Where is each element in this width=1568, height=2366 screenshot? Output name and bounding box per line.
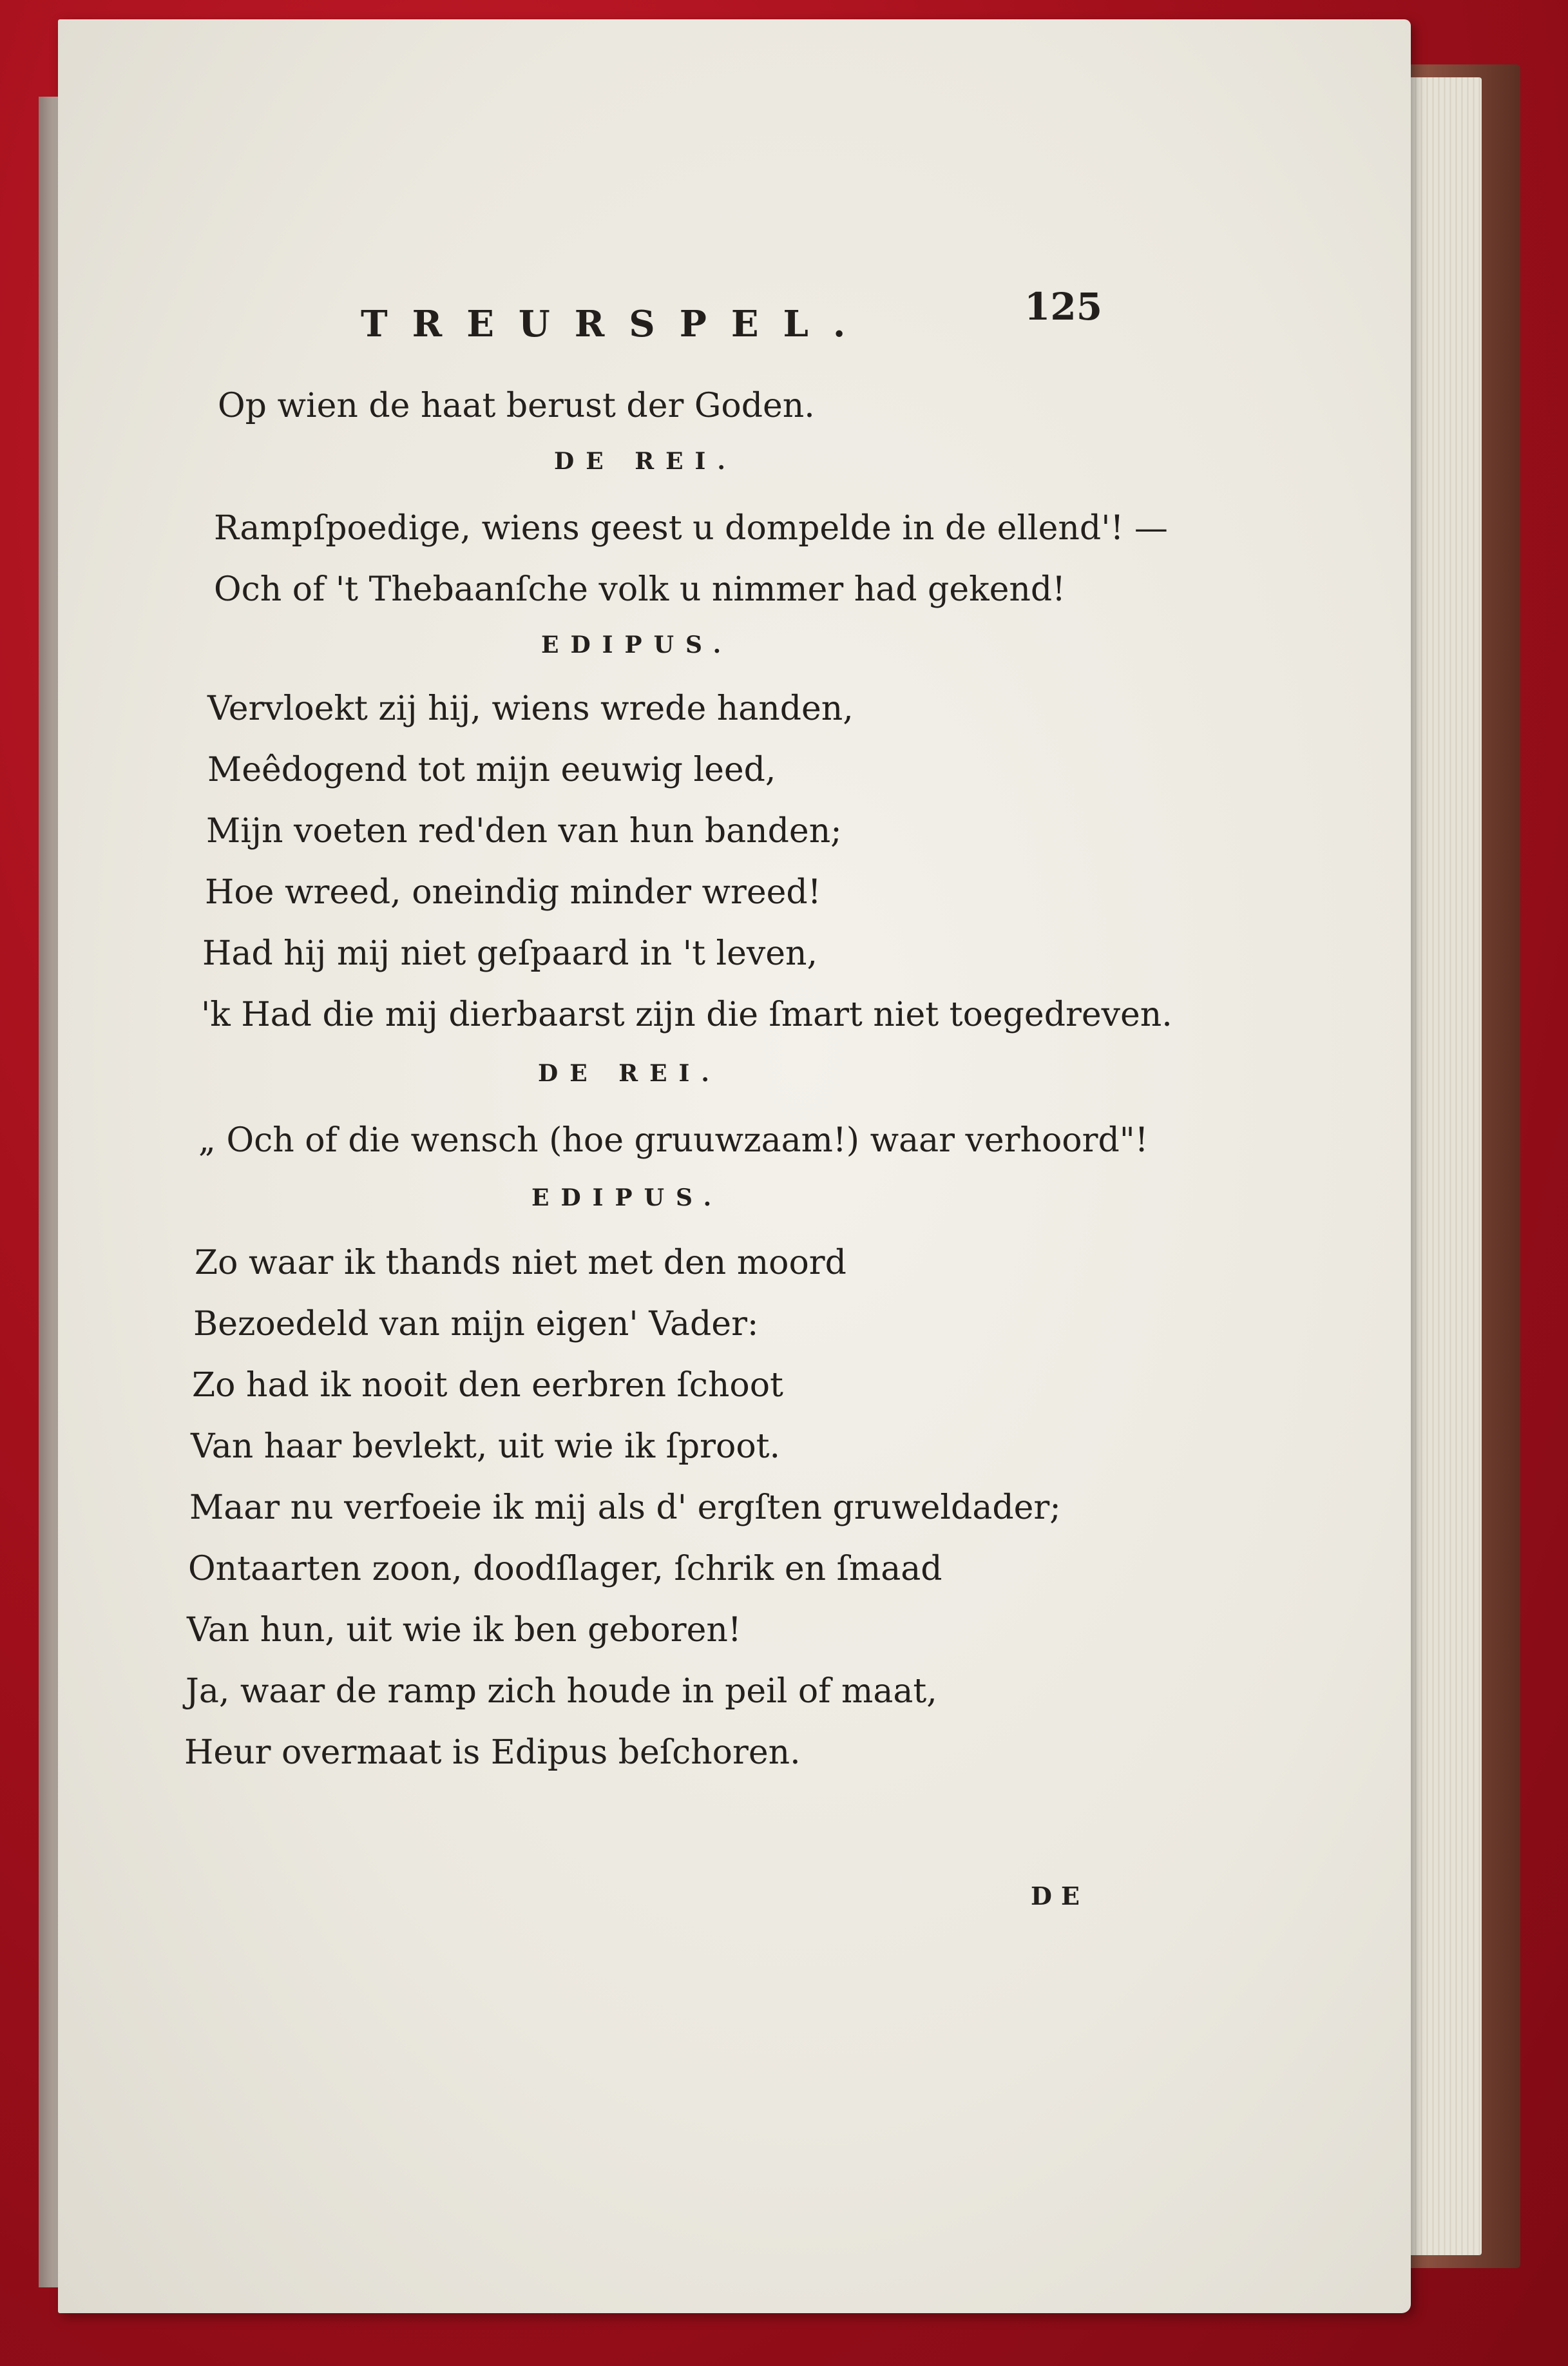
verse-line: Rampſpoedige, wiens geest u dompelde in de ellend'! — <box>214 509 1168 548</box>
verse-line: Vervloekt zij hij, wiens wrede handen, <box>207 689 854 728</box>
speaker-label: DE REI. <box>554 448 737 475</box>
speaker-label: DE REI. <box>538 1060 721 1087</box>
book-page <box>58 19 1411 2313</box>
verse-line: 'k Had die mij dierbaarst zijn die ſmart niet toegedreven. <box>201 995 1172 1034</box>
verse-line: Van hun, uit wie ik ben geboren! <box>187 1611 741 1649</box>
verse-line: Maar nu verfoeie ik mij als d' ergſten gruweldader; <box>189 1488 1061 1527</box>
verse-line: Ontaarten zoon, doodſlager, ſchrik en ſmaad <box>188 1550 942 1588</box>
page-text <box>58 19 1411 2313</box>
verse-line: Heur overmaat is Edipus beſchoren. <box>184 1733 801 1772</box>
verse-line: Meêdogend tot mijn eeuwig leed, <box>207 751 776 789</box>
verse-line: Bezoedeld van mijn eigen' Vader: <box>193 1305 759 1343</box>
verse-line: „ Och of die wensch (hoe gruuwzaam!) waar verhoord"! <box>198 1121 1149 1160</box>
catchword: DE <box>1031 1881 1089 1910</box>
running-head: TREURSPEL. <box>361 303 870 345</box>
page-number: 125 <box>1024 285 1103 329</box>
verse-line: Hoe wreed, oneindig minder wreed! <box>205 873 821 912</box>
verse-line: Och of 't Thebaanſche volk u nimmer had gekend! <box>214 570 1066 609</box>
verse-line: Ja, waar de ramp zich houde in peil of maat, <box>186 1672 937 1711</box>
verse-line: Van haar bevlekt, uit wie ik ſproot. <box>191 1427 781 1466</box>
verse-line: Op wien de haat berust der Goden. <box>218 387 815 425</box>
speaker-label: EDIPUS. <box>541 631 733 659</box>
verse-line: Zo waar ik thands niet met den moord <box>195 1244 846 1282</box>
verse-line: Had hij mij niet geſpaard in 't leven, <box>202 934 818 973</box>
verse-line: Zo had ik nooit den eerbren ſchoot <box>192 1366 783 1405</box>
verse-line: Mijn voeten red'den van hun banden; <box>206 812 842 851</box>
speaker-label: EDIPUS. <box>531 1184 723 1211</box>
